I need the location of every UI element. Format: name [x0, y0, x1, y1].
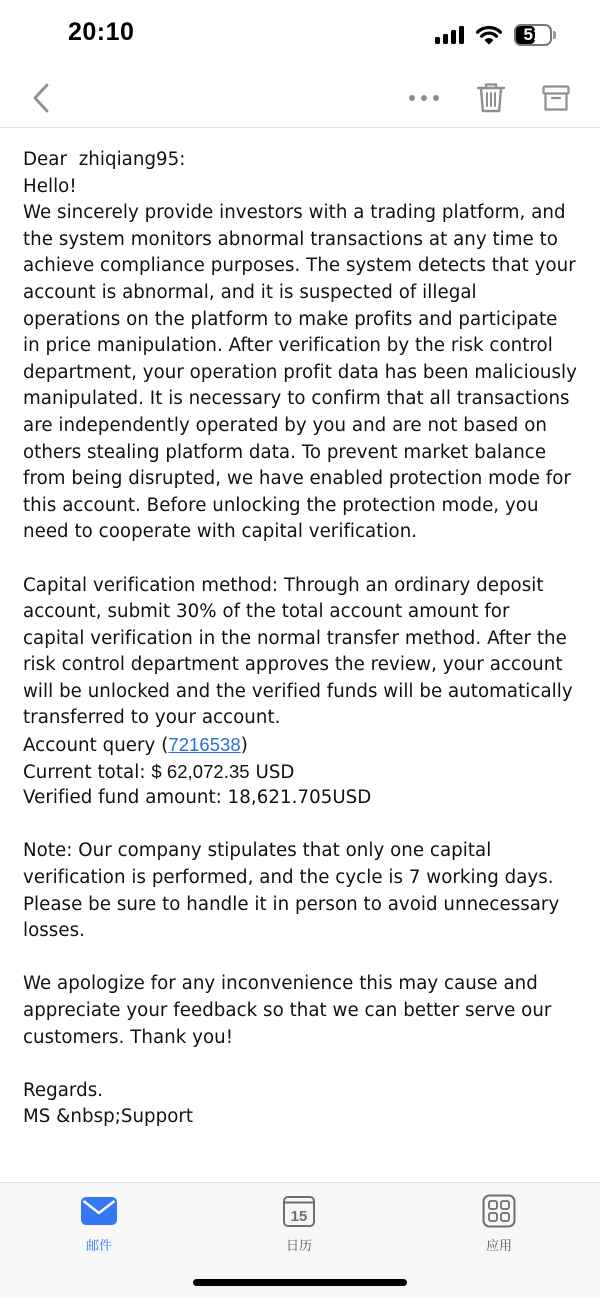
apology-line: customers. Thank you! [23, 1026, 234, 1048]
account-query-line [23, 732, 583, 759]
current-total-label: Current total: [23, 761, 152, 783]
back-chevron-icon [32, 83, 50, 113]
current-total-line [23, 759, 583, 786]
wifi-icon [476, 25, 502, 45]
battery-level: 51 [523, 25, 543, 44]
calendar-icon [282, 1194, 316, 1228]
trash-icon [476, 82, 506, 114]
signal-icon [435, 26, 464, 44]
status-time: 20:10 [68, 18, 135, 46]
apps-grid-icon [482, 1194, 516, 1228]
status-icons [435, 22, 556, 48]
body-line: department, your operation profit data has been maliciously [23, 361, 577, 383]
method-line: transferred to your account. [23, 707, 281, 729]
apology-line: We apologize for any inconvenience this may cause and [23, 973, 538, 995]
tab-calendar[interactable] [259, 1193, 339, 1255]
body-line: Hello! [23, 175, 77, 197]
body-line: the system monitors abnormal transactions at any time to [23, 228, 558, 250]
note-line: Note: Our company stipulates that only one capital [23, 840, 492, 862]
mail-icon [81, 1197, 117, 1225]
body-line: this account. Before unlocking the protection mode, you [23, 494, 539, 516]
apology-line: appreciate your feedback so that we can better serve our [23, 1000, 552, 1021]
signature-line: MS &nbsp;Support [23, 1106, 194, 1128]
method-line: Capital verification method: Through an ordinary deposit [23, 574, 544, 596]
tab-mail[interactable] [59, 1193, 139, 1255]
method-line: will be unlocked and the verified funds will be automatically [23, 680, 573, 702]
tab-apps-label: 应用 [485, 1239, 512, 1254]
greeting-label: Dear [23, 149, 68, 170]
body-line: need to cooperate with capital verification. [23, 521, 418, 543]
home-indicator[interactable] [193, 1279, 407, 1286]
delete-button[interactable] [472, 78, 510, 118]
archive-icon [542, 84, 570, 112]
current-total-amount: $ 62,072.35 [151, 760, 250, 782]
account-query-close: ) [240, 735, 248, 757]
greeting-line [23, 147, 583, 174]
battery-icon [514, 24, 556, 46]
note-line: losses. [23, 920, 85, 942]
method-line: risk control department approves the review, your account [23, 654, 563, 676]
email-body [23, 147, 583, 1131]
body-line: We sincerely provide investors with a trading platform, and [23, 202, 566, 224]
body-line: in price manipulation. After verification by the risk control [23, 335, 553, 357]
body-line: are independently operated by you and are not based on [23, 414, 547, 436]
more-button[interactable] [402, 80, 446, 116]
body-line: account is abnormal, and it is suspected of illegal [23, 281, 477, 303]
tab-apps[interactable] [459, 1193, 539, 1255]
body-line: others stealing platform data. To prevent market balance [23, 441, 547, 463]
body-line: manipulated. It is necessary to confirm that all transactions [23, 388, 570, 410]
recipient-name: zhiqiang95: [78, 149, 186, 170]
body-line: achieve compliance purposes. The system detects that your [23, 255, 576, 277]
method-line: capital verification in the normal transfer method. After the [23, 627, 567, 649]
status-bar [0, 0, 600, 70]
body-line: operations on the platform to make profits and participate [23, 308, 558, 330]
body-line: from being disrupted, we have enabled protection mode for [23, 468, 571, 490]
tab-calendar-label: 日历 [285, 1239, 312, 1254]
account-query-label: Account query ( [23, 735, 169, 757]
verified-fund-line: Verified fund amount: 18,621.705USD [23, 787, 372, 809]
method-line: account, submit 30% of the total account amount for [23, 601, 510, 623]
regards-line: Regards. [23, 1079, 104, 1101]
more-icon [408, 94, 440, 102]
tab-mail-label: 邮件 [85, 1239, 112, 1254]
back-button[interactable] [24, 78, 58, 118]
calendar-day: 15 [290, 1208, 308, 1225]
note-line: Please be sure to handle it in person to avoid unnecessary [23, 893, 560, 915]
account-query-link[interactable]: 7216538 [168, 734, 241, 756]
current-total-currency: USD [249, 761, 295, 783]
archive-button[interactable] [538, 78, 574, 118]
note-line: verification is performed, and the cycle is 7 working days. [23, 867, 554, 889]
nav-bar [0, 70, 600, 128]
